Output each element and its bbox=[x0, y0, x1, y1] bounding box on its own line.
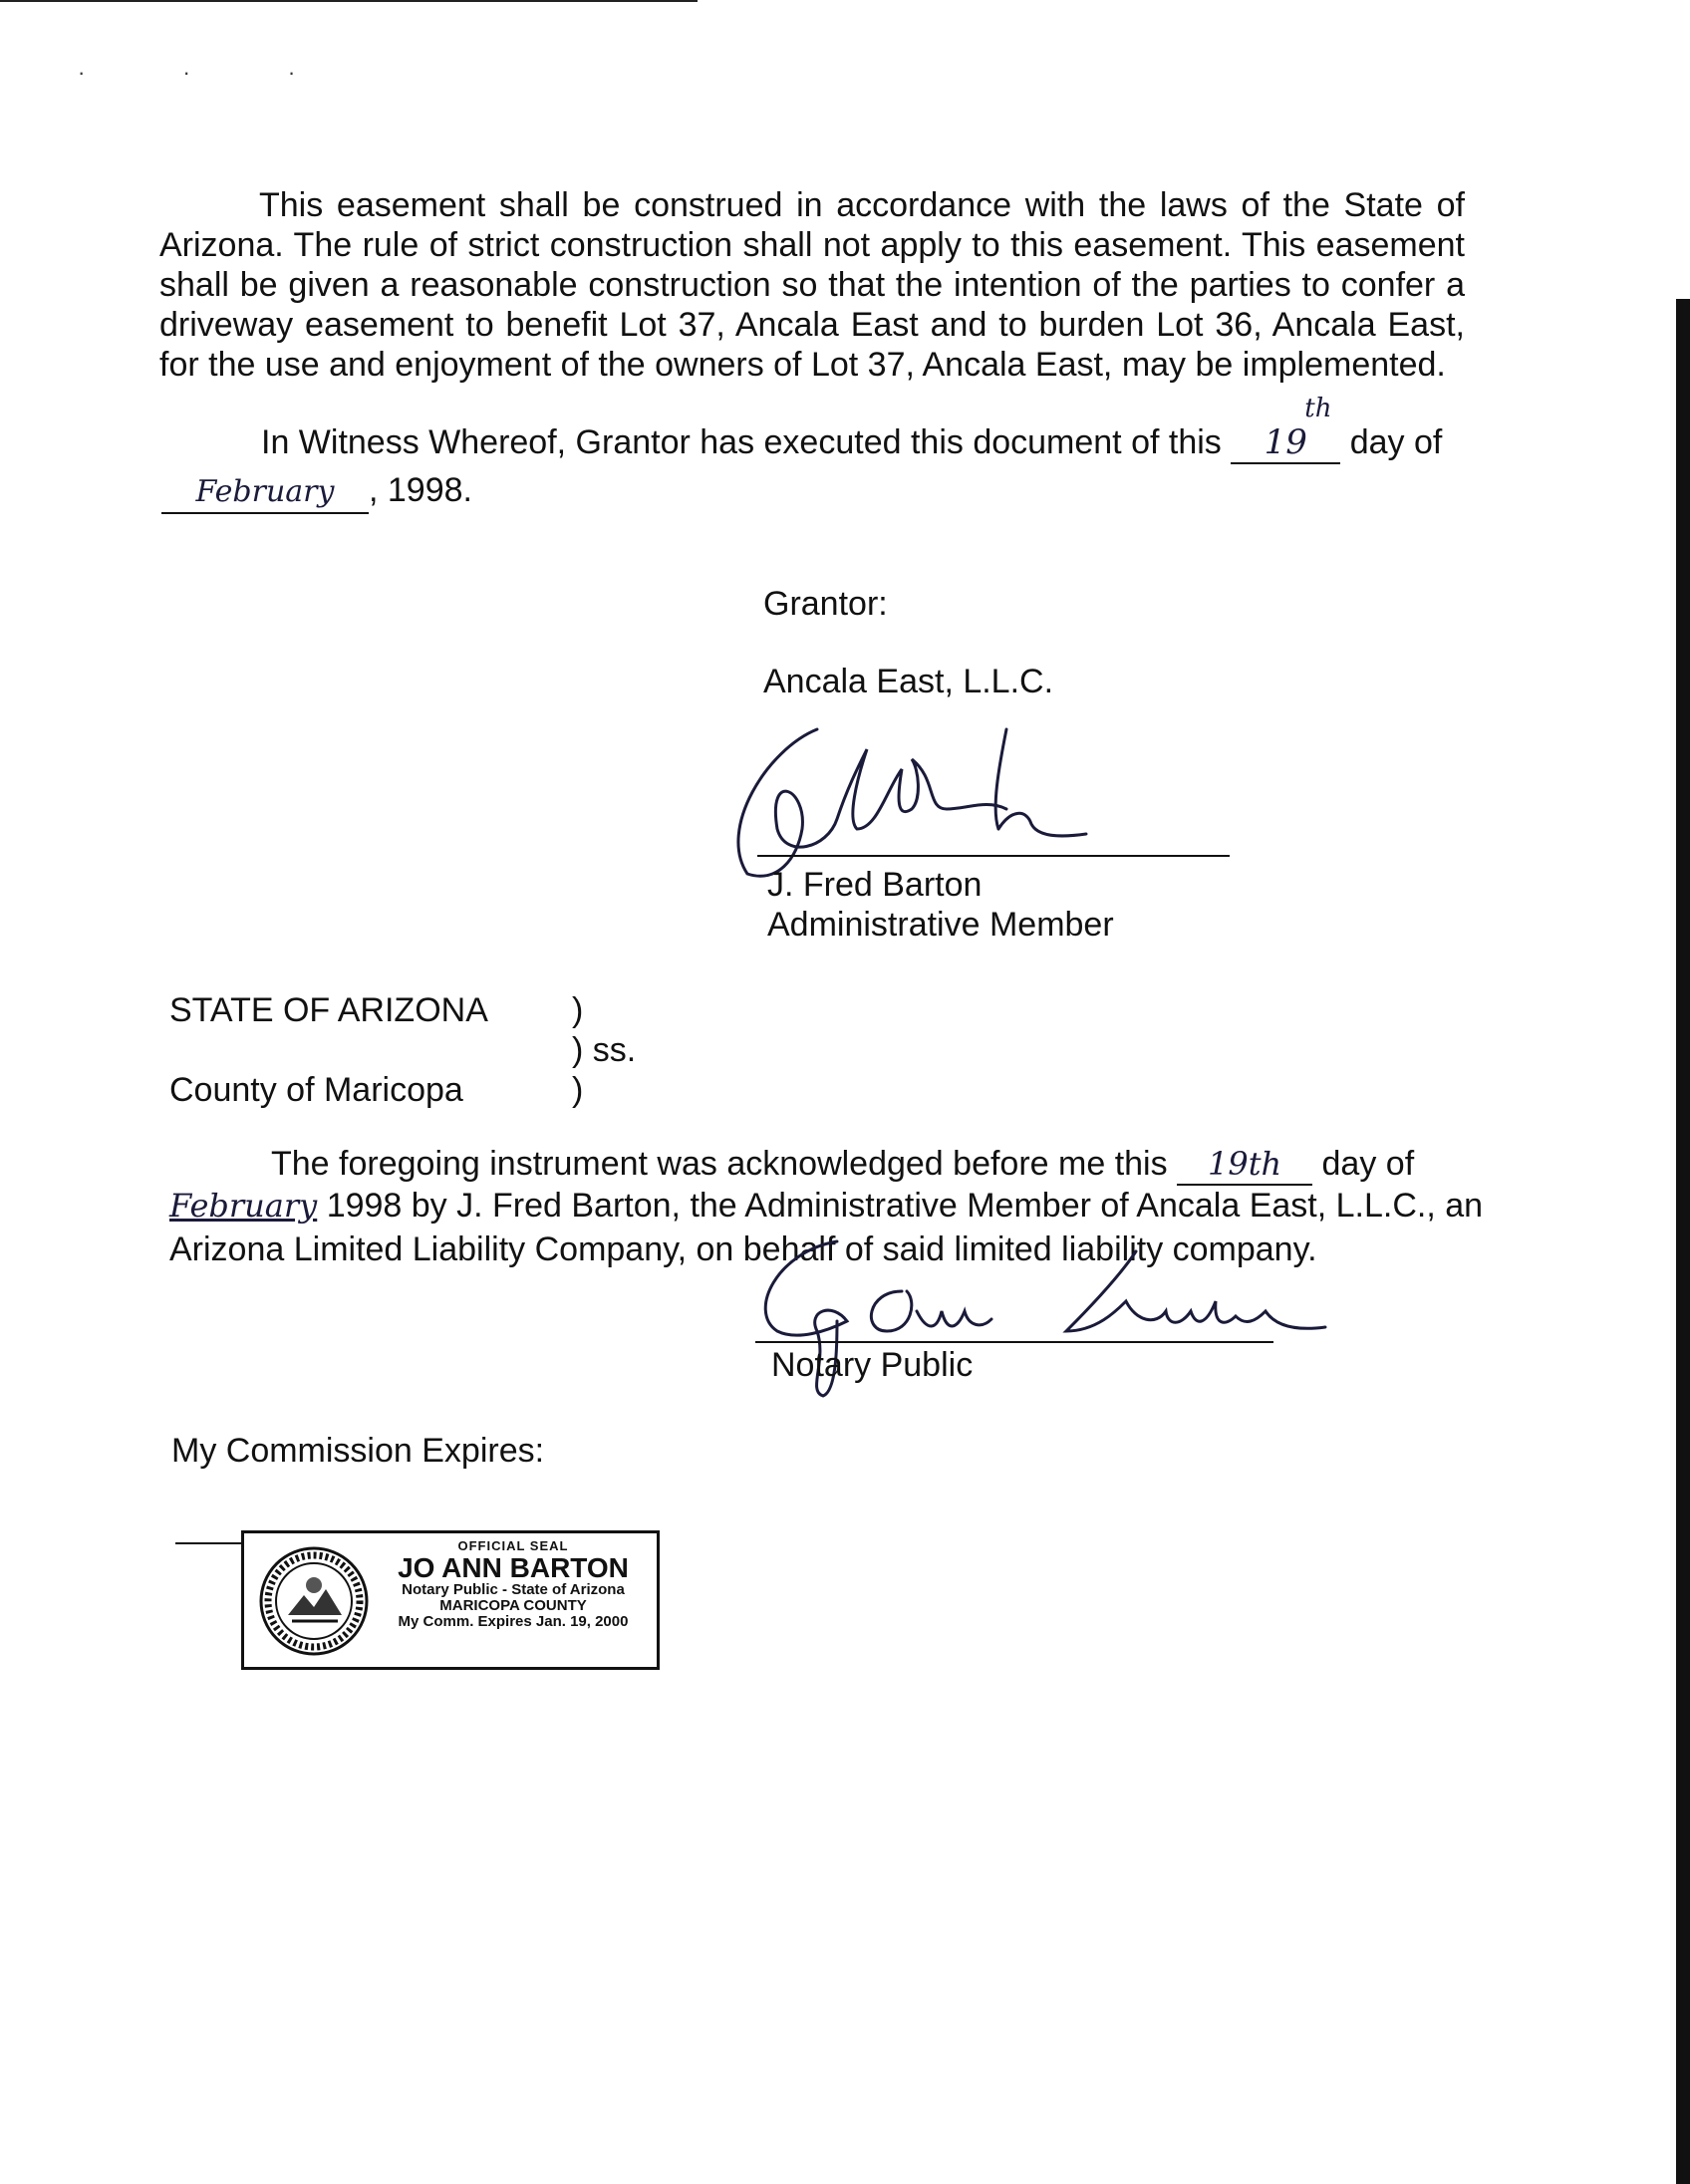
venue-paren-bottom: ) bbox=[572, 1071, 584, 1109]
state-seal-emblem-icon bbox=[258, 1545, 370, 1657]
grantor-label: Grantor: bbox=[763, 585, 888, 623]
grantor-signature-scribble bbox=[707, 709, 1126, 889]
ack-line2-text: 1998 by J. Fred Barton, the Administrative Member of Ancala East, L.L.C., an bbox=[326, 1187, 1484, 1225]
venue-state: STATE OF ARIZONA bbox=[169, 991, 488, 1029]
seal-line-2: MARICOPA COUNTY bbox=[439, 1596, 587, 1614]
ack-month-handwritten: February bbox=[169, 1187, 318, 1225]
easement-text: This easement shall be construed in accordance with the laws of the State of Arizona. The rule of strict construction shall not apply to this easement. This easement shall be given a reasonable construction so that the intention of the parties to confer a driveway easement to benefit Lot 37, Ancala East and to burden Lot 36, Ancala East, for the use and enjoyment of the owners of Lot 37, Ancala East, may be implemented. bbox=[159, 186, 1465, 384]
notary-label: Notary Public bbox=[771, 1346, 974, 1384]
scan-specks: · · · bbox=[78, 60, 342, 85]
grantor-company: Ancala East, L.L.C. bbox=[763, 663, 1054, 700]
ack-text-before: The foregoing instrument was acknowledged before me this bbox=[271, 1145, 1168, 1183]
seal-notary-name: JO ANN BARTON bbox=[398, 1551, 629, 1583]
ack-day-blank bbox=[1177, 1144, 1312, 1186]
easement-paragraph bbox=[159, 185, 1465, 385]
witness-day-suffix: th bbox=[1304, 394, 1332, 423]
ack-day-handwritten: 19th bbox=[1207, 1145, 1282, 1183]
ack-text-after: day of bbox=[1321, 1145, 1415, 1183]
witness-text-after: day of bbox=[1349, 423, 1443, 461]
witness-month-handwritten: February bbox=[195, 474, 335, 509]
witness-text-before: In Witness Whereof, Grantor has executed this document of this bbox=[261, 423, 1222, 461]
grantor-signature-line bbox=[757, 855, 1230, 857]
scan-top-edge bbox=[0, 0, 698, 2]
witness-date-line bbox=[161, 470, 472, 514]
seal-line-3: My Comm. Expires Jan. 19, 2000 bbox=[398, 1612, 629, 1630]
witness-day-blank bbox=[1231, 394, 1340, 464]
venue-county: County of Maricopa bbox=[169, 1071, 463, 1109]
commission-blank-line bbox=[175, 1542, 245, 1544]
witness-day-handwritten: 19 bbox=[1264, 422, 1307, 462]
notary-seal-stamp bbox=[241, 1530, 660, 1670]
seal-text-block bbox=[374, 1539, 653, 1629]
acknowledgment-line-1 bbox=[271, 1144, 1414, 1186]
notary-signature-line bbox=[755, 1341, 1273, 1343]
acknowledgment-line-2 bbox=[169, 1186, 1483, 1226]
venue-ss: ) ss. bbox=[572, 1031, 637, 1069]
commission-label: My Commission Expires: bbox=[171, 1432, 545, 1470]
venue-paren-top: ) bbox=[572, 991, 584, 1029]
witness-month-blank bbox=[161, 470, 369, 514]
acknowledgment-line-3: Arizona Limited Liability Company, on behalf of said limited liability company. bbox=[169, 1230, 1317, 1268]
seal-official-label: OFFICIAL SEAL bbox=[457, 1538, 569, 1553]
witness-line bbox=[261, 394, 1443, 464]
witness-year: , 1998. bbox=[369, 471, 472, 509]
seal-line-1: Notary Public - State of Arizona bbox=[402, 1581, 625, 1599]
scan-right-edge bbox=[1676, 299, 1690, 2184]
grantor-signer-title: Administrative Member bbox=[767, 906, 1114, 944]
grantor-signer-name: J. Fred Barton bbox=[767, 866, 983, 904]
